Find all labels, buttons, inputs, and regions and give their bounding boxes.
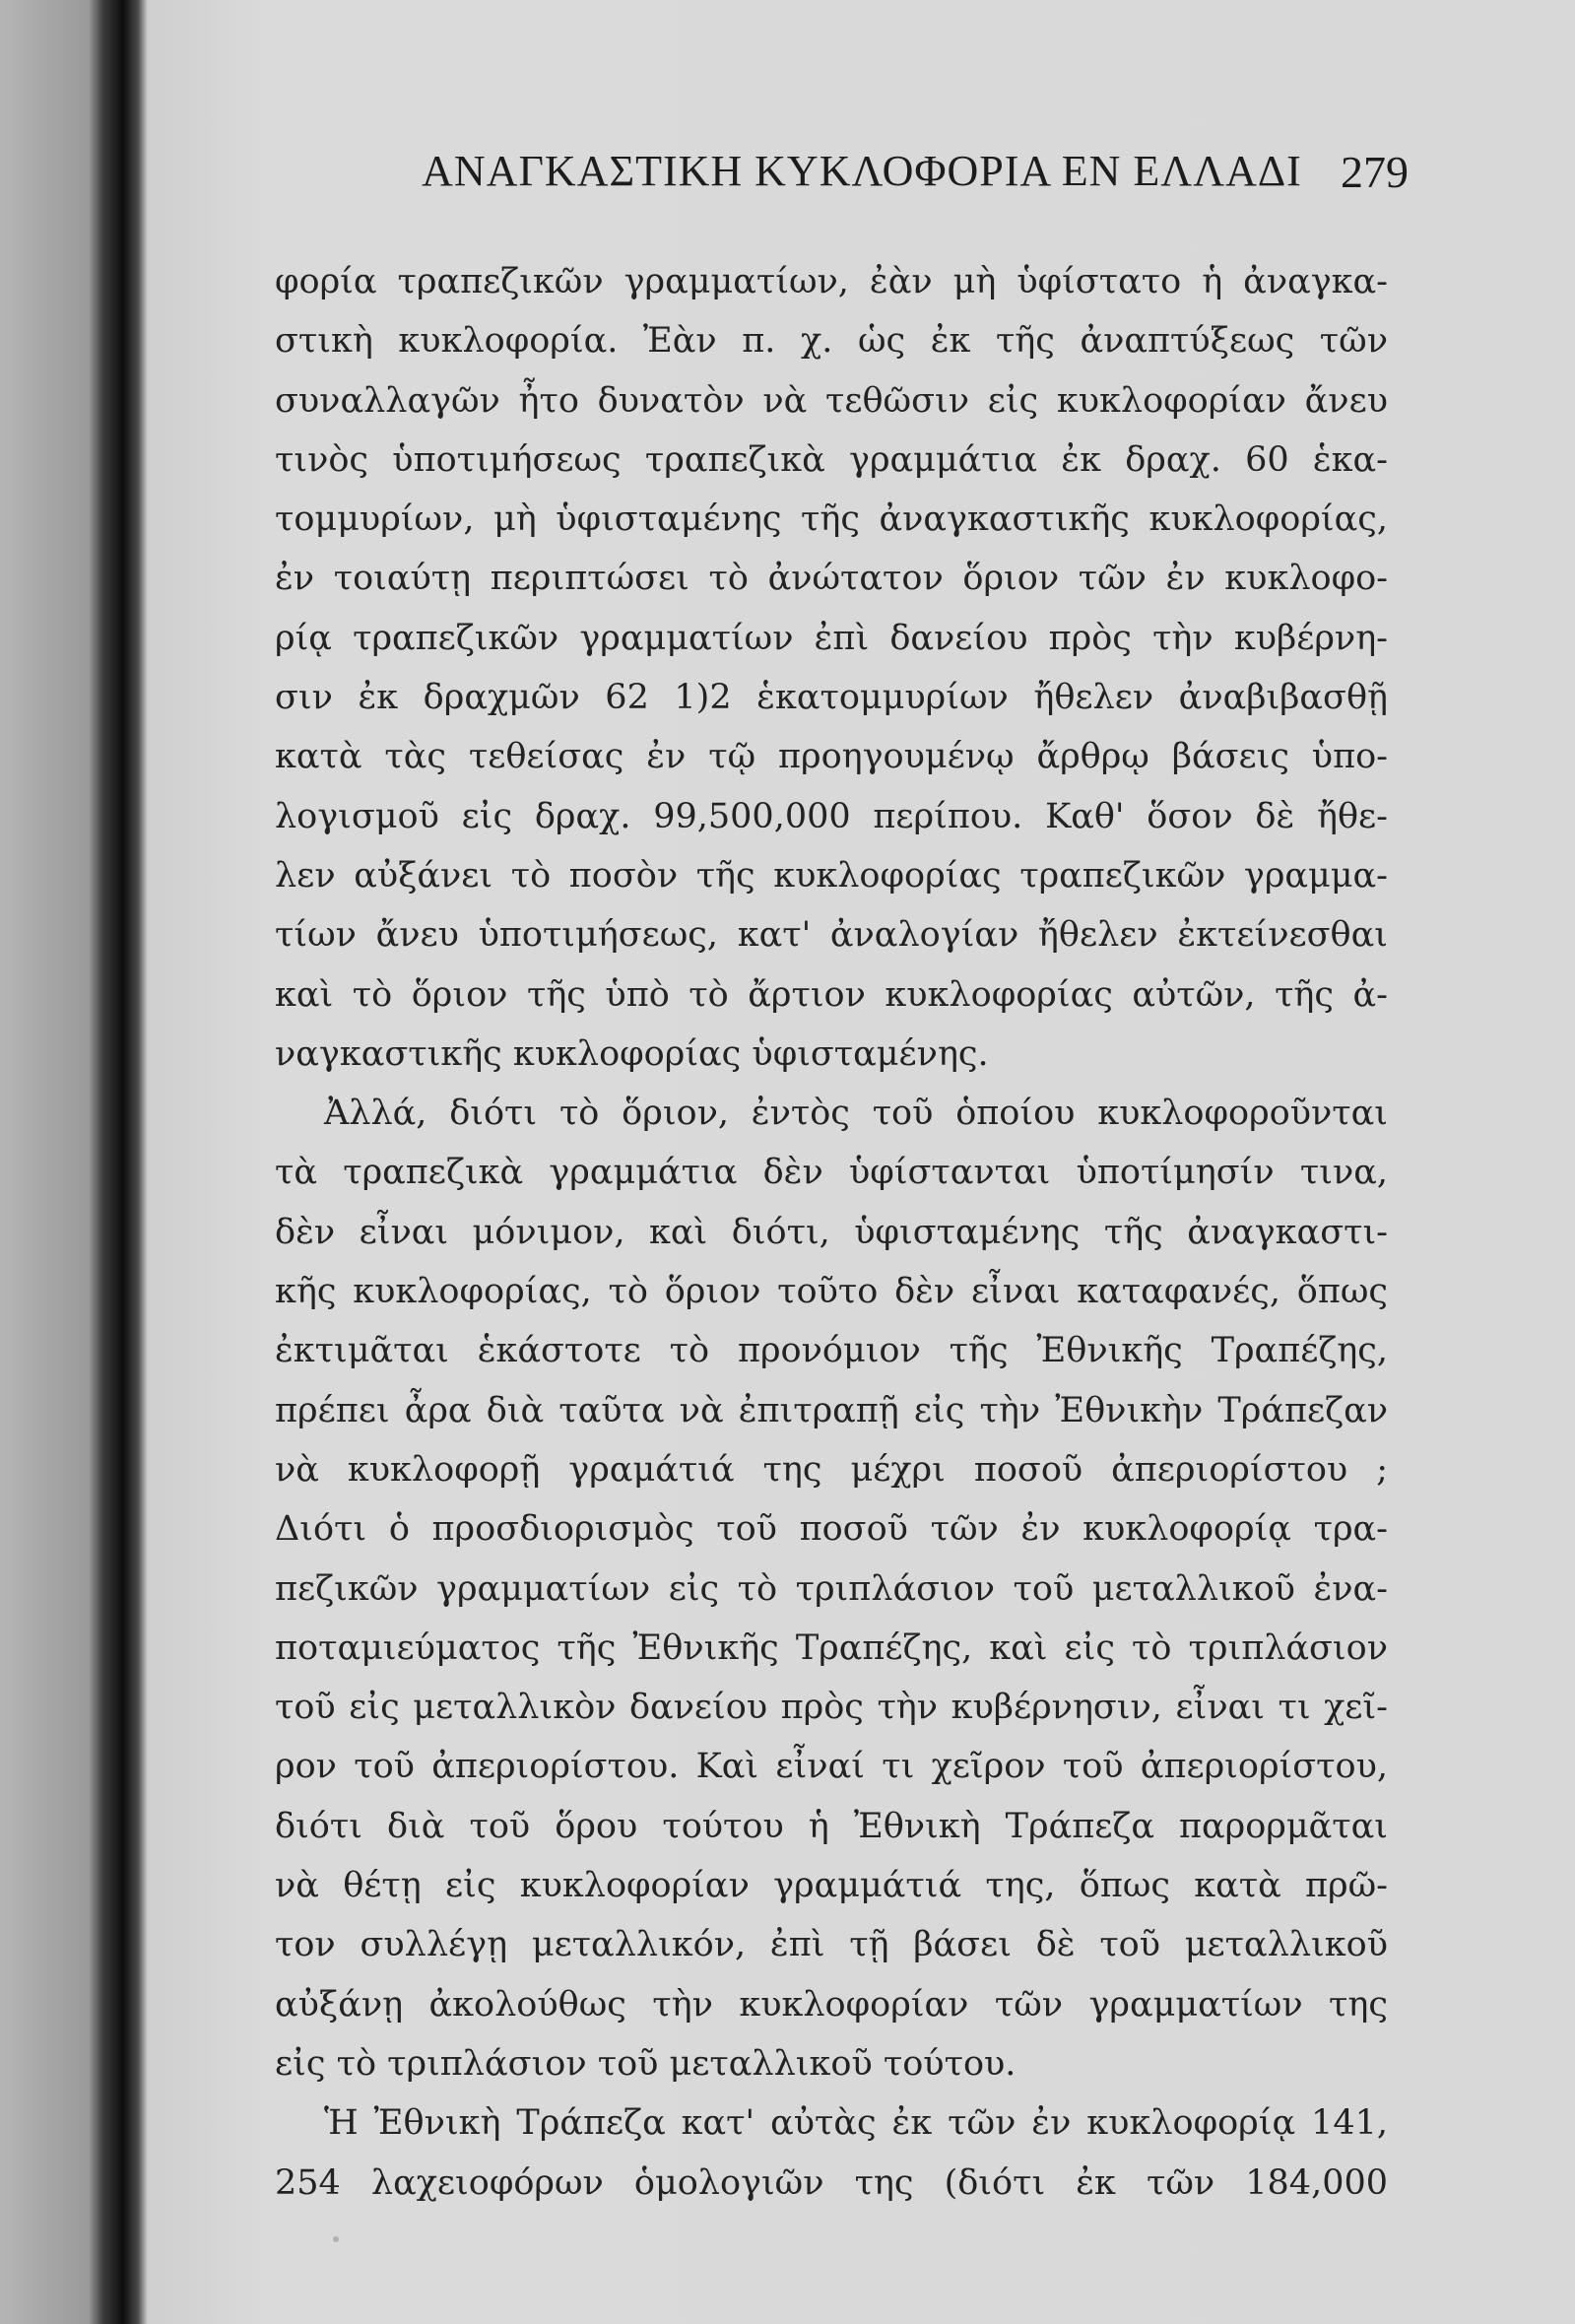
text-line: πρέπει ἆρα διὰ ταῦτα νὰ ἐπιτραπῇ εἰς τὴν Ἐθνικὴν Τράπεζαν — [275, 1390, 1388, 1430]
text-line: λεν αὐξάνει τὸ ποσὸν τῆς κυκλοφορίας τραπεζικῶν γραμμα- — [275, 855, 1388, 896]
text-line: ἐν τοιαύτῃ περιπτώσει τὸ ἀνώτατον ὅριον τῶν ἐν κυκλοφο- — [275, 559, 1388, 599]
text-line: συναλλαγῶν ἦτο δυνατὸν νὰ τεθῶσιν εἰς κυκλοφορίαν ἄνευ — [275, 380, 1388, 421]
text-line: ναγκαστικῆς κυκλοφορίας ὑφισταμένης. — [275, 1033, 989, 1074]
text-line: τίων ἄνευ ὑποτιμήσεως, κατ' ἀναλογίαν ἤθελεν ἐκτείνεσθαι — [275, 915, 1388, 956]
text-line: ἐκτιμᾶται ἑκάστοτε τὸ προνόμιον τῆς Ἐθνικῆς Τραπέζης, — [275, 1331, 1388, 1371]
text-line: Διότι ὁ προσδιορισμὸς τοῦ ποσοῦ τῶν ἐν κυκλοφορίᾳ τρα- — [275, 1509, 1388, 1550]
body-text — [275, 252, 1388, 2213]
text-line: 254 λαχειοφόρων ὁμολογιῶν της (διότι ἐκ τῶν 184,000 — [275, 2162, 1388, 2203]
text-line: νὰ κυκλοφορῇ γραμάτιά της μέχρι ποσοῦ ἀπεριορίστου ; — [275, 1449, 1388, 1490]
running-title: ΑΝΑΓΚΑΣΤΙΚΗ ΚΥΚΛΟΦΟΡΙΑ ΕΝ ΕΛΛΑΔΙ — [422, 147, 1302, 195]
text-line: τομμυρίων, μὴ ὑφισταμένης τῆς ἀναγκαστικῆς κυκλοφορίας, — [275, 499, 1388, 540]
text-line: στικὴ κυκλοφορία. Ἐὰν π. χ. ὡς ἐκ τῆς ἀναπτύξεως τῶν — [275, 321, 1388, 362]
text-line: σιν ἐκ δραχμῶν 62 1)2 ἑκατομμυρίων ἤθελεν ἀναβιβασθῇ — [275, 678, 1388, 718]
text-line: ποταμιεύματος τῆς Ἐθνικῆς Τραπέζης, καὶ εἰς τὸ τριπλάσιον — [275, 1627, 1388, 1668]
text-line: πεζικῶν γραμματίων εἰς τὸ τριπλάσιον τοῦ μεταλλικοῦ ἐνα- — [275, 1568, 1388, 1609]
text-line: κῆς κυκλοφορίας, τὸ ὅριον τοῦτο δὲν εἶναι καταφανές, ὅπως — [275, 1272, 1388, 1312]
text-line: ρίᾳ τραπεζικῶν γραμματίων ἐπὶ δανείου πρὸς τὴν κυβέρνη- — [275, 618, 1388, 658]
text-line: νὰ θέτῃ εἰς κυκλοφορίαν γραμμάτιά της, ὅπως κατὰ πρῶ- — [275, 1866, 1388, 1906]
text-line: δὲν εἶναι μόνιμον, καὶ διότι, ὑφισταμένης τῆς ἀναγκαστι- — [275, 1212, 1388, 1252]
text-line: κατὰ τὰς τεθείσας ἐν τῷ προηγουμένῳ ἄρθρῳ βάσεις ὑπο- — [275, 737, 1388, 777]
text-line: εἰς τὸ τριπλάσιον τοῦ μεταλλικοῦ τούτου. — [275, 2043, 1017, 2084]
text-line: λογισμοῦ εἰς δραχ. 99,500,000 περίπου. Καθ' ὅσον δὲ ἤθε- — [275, 796, 1388, 836]
running-head — [177, 146, 1409, 205]
page-number: 279 — [1341, 147, 1409, 197]
text-line: αὐξάνῃ ἀκολούθως τὴν κυκλοφορίαν τῶν γραμματίων της — [275, 1984, 1388, 2025]
paper-speck — [333, 2236, 339, 2242]
text-line: τοῦ εἰς μεταλλικὸν δανείου πρὸς τὴν κυβέρνησιν, εἶναι τι χεῖ- — [275, 1688, 1388, 1728]
text-line: φορία τραπεζικῶν γραμματίων, ἐὰν μὴ ὑφίστατο ἡ ἀναγκα- — [275, 262, 1388, 301]
text-line: τον συλλέγῃ μεταλλικόν, ἐπὶ τῇ βάσει δὲ τοῦ μεταλλικοῦ — [275, 1925, 1388, 1965]
text-line: καὶ τὸ ὅριον τῆς ὑπὸ τὸ ἄρτιον κυκλοφορίας αὐτῶν, τῆς ἀ- — [275, 974, 1388, 1015]
text-line: διότι διὰ τοῦ ὅρου τούτου ἡ Ἐθνικὴ Τράπεζα παρορμᾶται — [275, 1806, 1388, 1846]
text-line-paragraph-start: Ἡ Ἐθνικὴ Τράπεζα κατ' αὐτὰς ἐκ τῶν ἐν κυκλοφορίᾳ 141, — [324, 2103, 1388, 2144]
book-spine-shadow — [0, 0, 148, 2324]
text-line: τὰ τραπεζικὰ γραμμάτια δὲν ὑφίστανται ὑποτίμησίν τινα, — [275, 1153, 1388, 1193]
text-line: ρον τοῦ ἀπεριορίστου. Καὶ εἶναί τι χεῖρον τοῦ ἀπεριορίστου, — [275, 1747, 1388, 1787]
text-line: τινὸς ὑποτιμήσεως τραπεζικὰ γραμμάτια ἐκ δραχ. 60 ἑκα- — [275, 439, 1388, 480]
text-line-paragraph-start: Ἀλλά, διότι τὸ ὅριον, ἐντὸς τοῦ ὁποίου κυκλοφοροῦνται — [324, 1094, 1388, 1134]
